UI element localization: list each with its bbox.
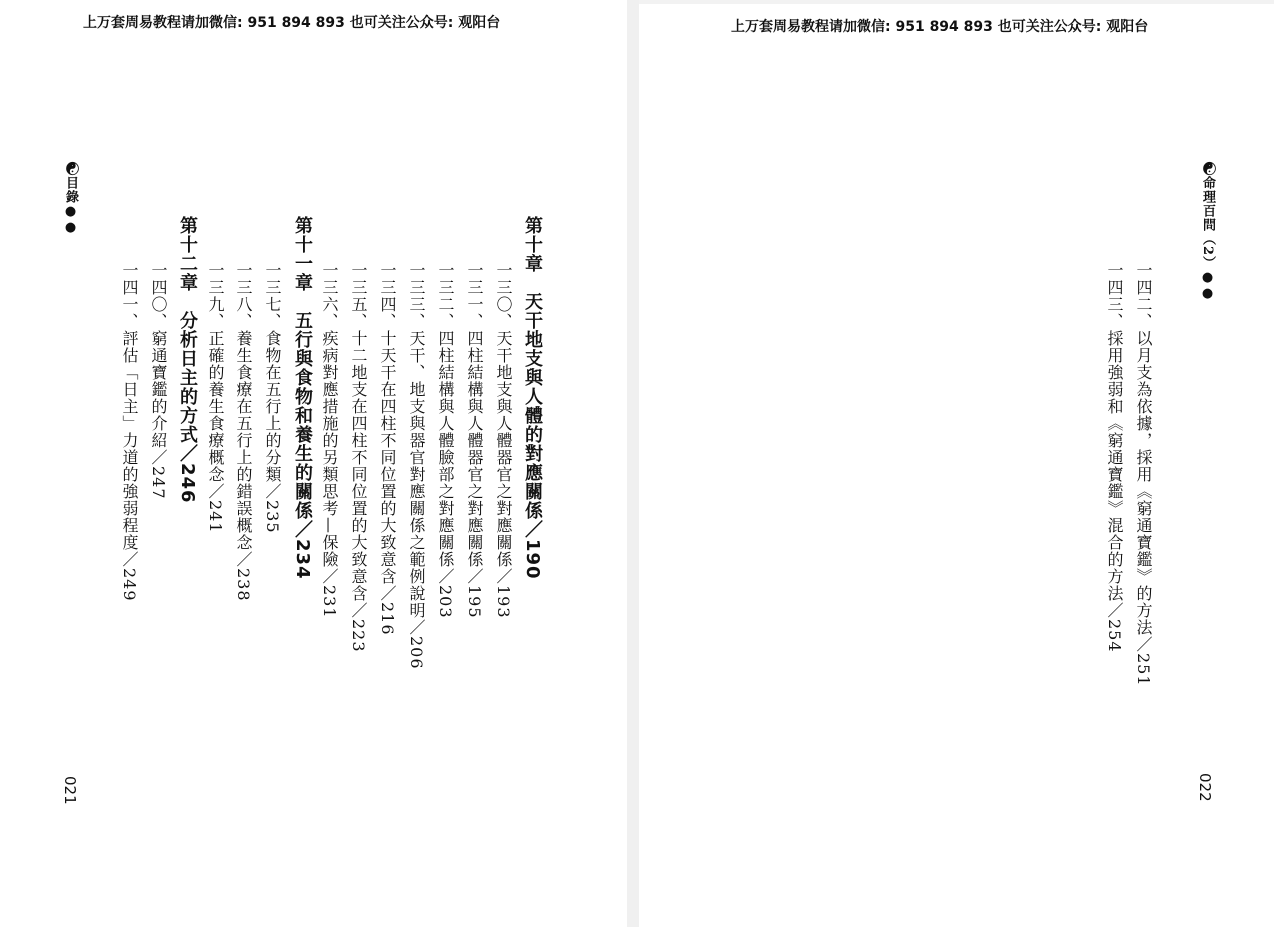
- running-title: ☯命理百問（2）●●: [1200, 162, 1215, 303]
- toc-entry: 一三一、四柱結構與人體器官之對應關係／195: [465, 262, 484, 619]
- page-number: 022: [1196, 773, 1214, 802]
- toc-entry: 一四一、評估「日主」力道的強弱程度／249: [120, 262, 139, 602]
- page-number: 021: [61, 776, 79, 805]
- page-header: 上万套周易教程请加微信: 951 894 893 也可关注公众号: 观阳台: [83, 15, 501, 31]
- toc-entry: 一三二、四柱結構與人體臉部之對應關係／203: [436, 262, 455, 619]
- toc-entry: 一四〇、窮通寶鑑的介紹／247: [149, 262, 168, 500]
- toc-chapter: 第十章 天干地支與人體的對應關係／190: [522, 216, 543, 580]
- toc-entry: 一三〇、天干地支與人體器官之對應關係／193: [494, 262, 513, 619]
- left-page: [0, 0, 627, 927]
- toc-entry: 一三九、正確的養生食療概念／241: [206, 262, 225, 534]
- toc-entry: 一三四、十天干在四柱不同位置的大致意含／216: [378, 262, 397, 636]
- book-gutter: [627, 0, 639, 927]
- toc-entry: 一三五、十二地支在四柱不同位置的大致意含／223: [349, 262, 368, 653]
- page-header: 上万套周易教程请加微信: 951 894 893 也可关注公众号: 观阳台: [731, 19, 1149, 35]
- toc-entry: 一三七、食物在五行上的分類／235: [263, 262, 282, 534]
- running-title: ☯目錄●●: [63, 162, 78, 236]
- toc-entry: 一三八、養生食療在五行上的錯誤概念／238: [234, 262, 253, 602]
- toc-entry: 一三三、天干、地支與器官對應關係之範例說明／206: [407, 262, 426, 670]
- toc-entry: 一三六、疾病對應措施的另類思考—保險／231: [320, 262, 339, 619]
- toc-entry: 一四三、採用強弱和《窮通寶鑑》混合的方法／254: [1105, 262, 1124, 653]
- toc-entry: 一四二、以月支為依據，採用《窮通寶鑑》的方法／251: [1134, 262, 1153, 687]
- toc-chapter: 第十二章 分析日主的方式／246: [177, 216, 198, 504]
- toc-chapter: 第十一章 五行與食物和養生的關係／234: [292, 216, 313, 580]
- right-page: [639, 4, 1274, 927]
